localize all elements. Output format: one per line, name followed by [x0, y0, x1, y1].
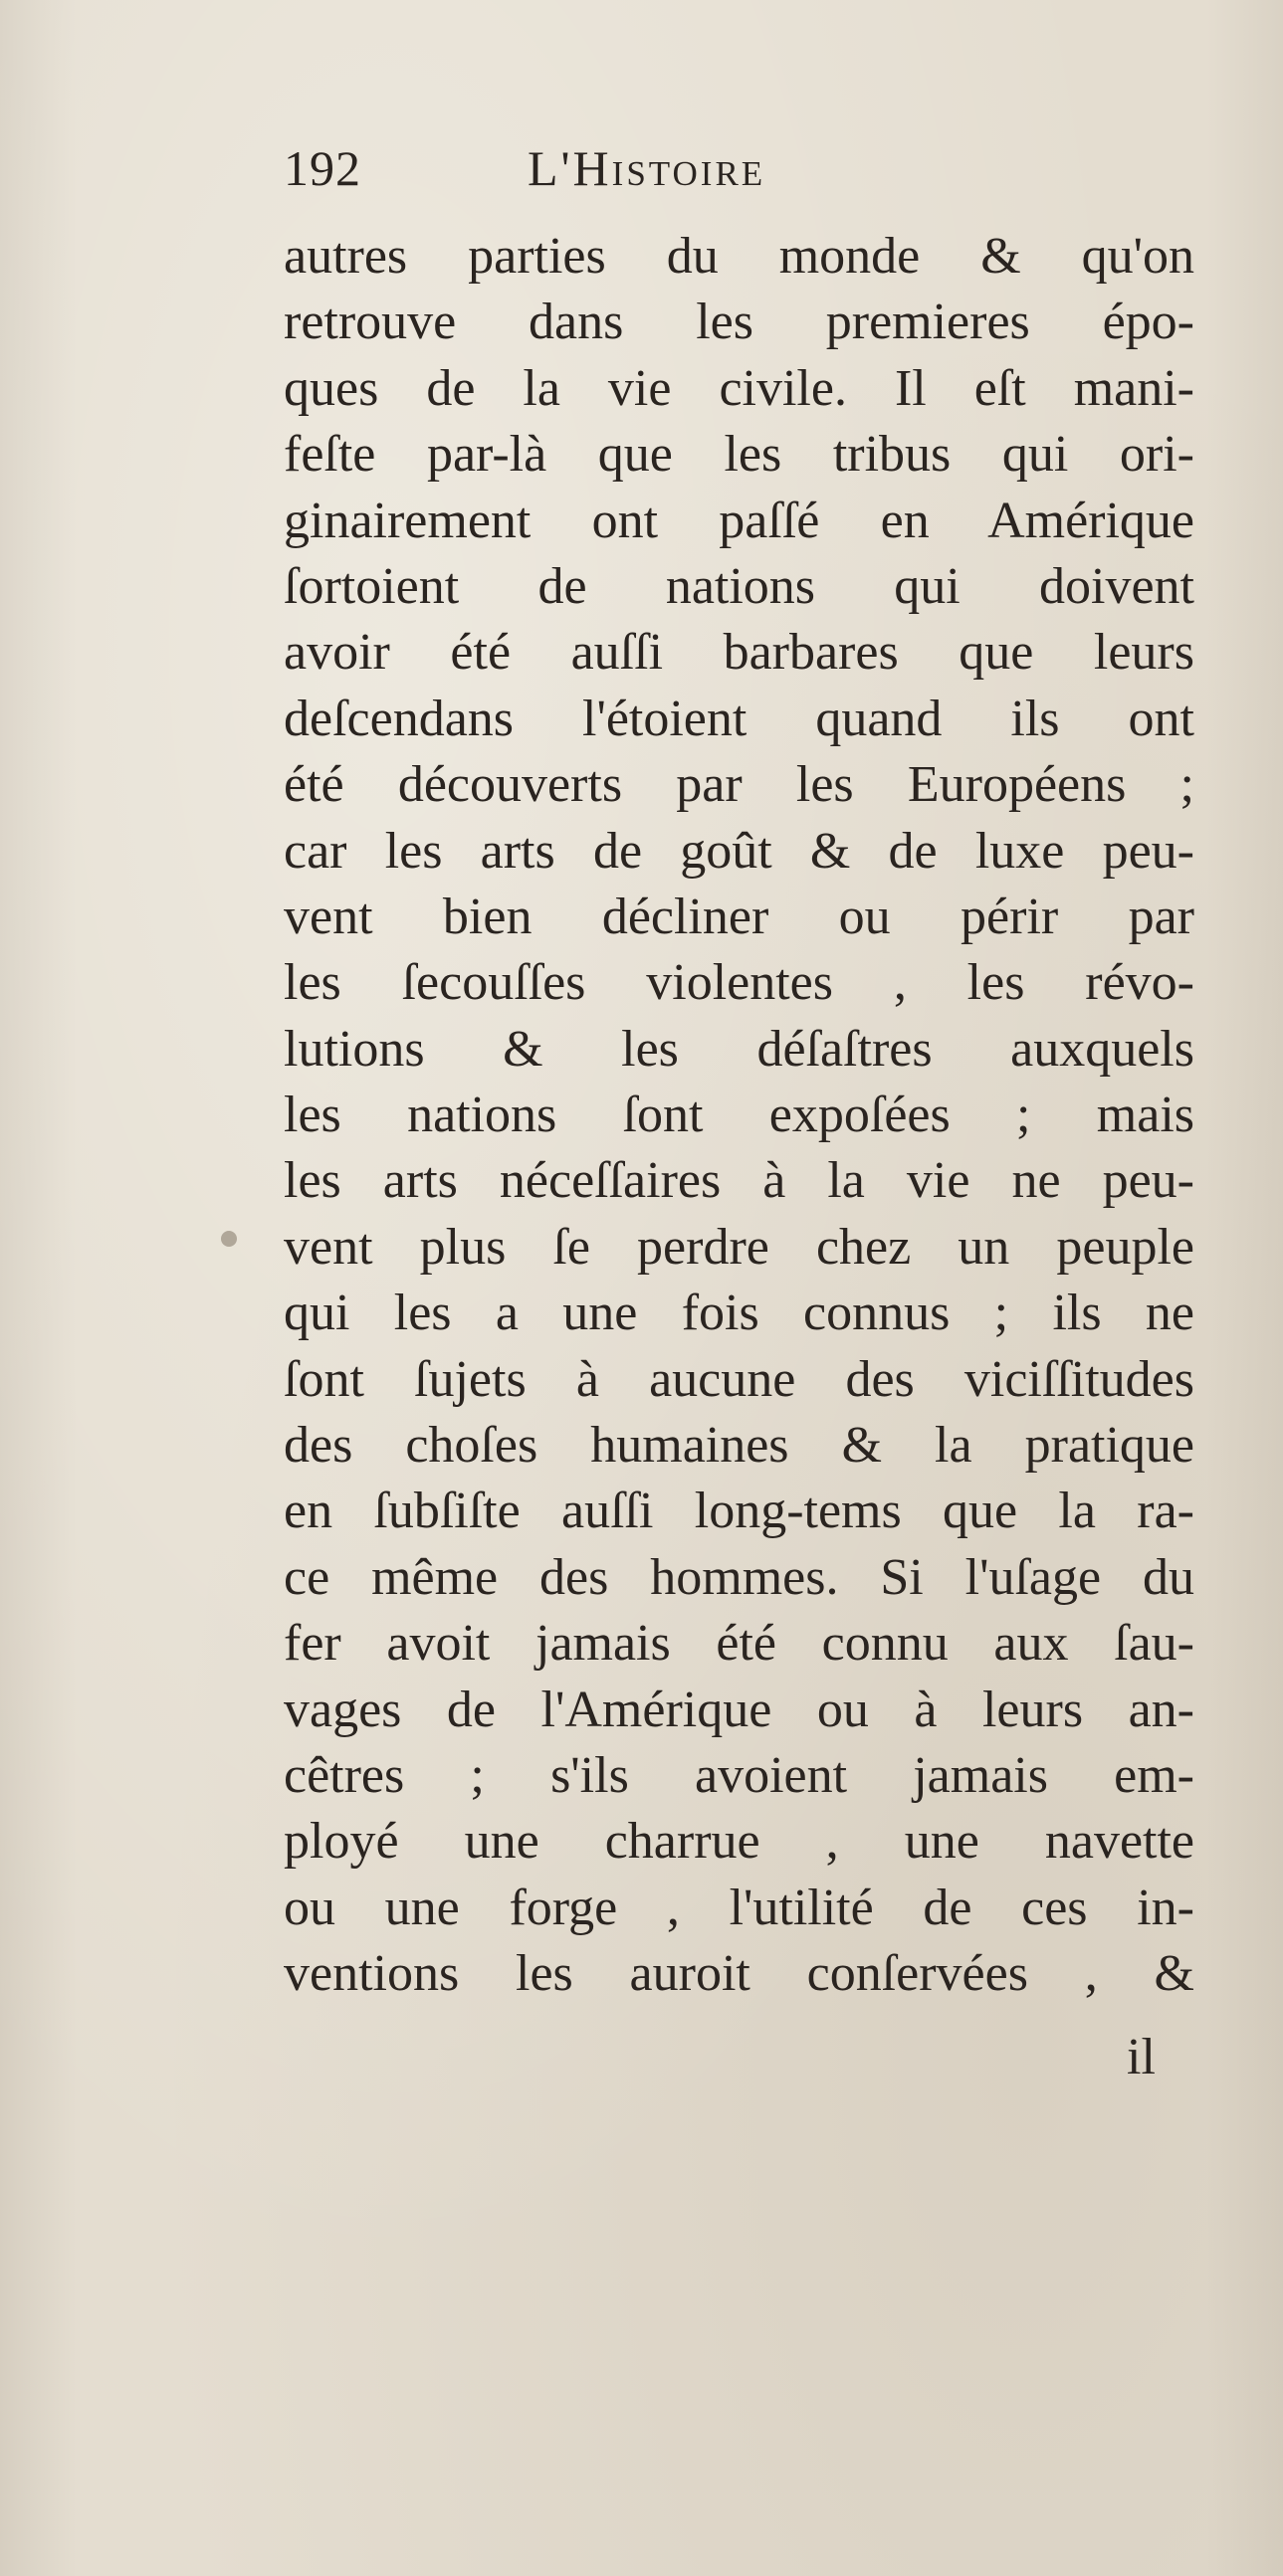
text-line: les ſecouſſes violentes , les révo-: [284, 954, 1194, 1012]
page-number: 192: [284, 140, 361, 196]
text-line: retrouve dans les premieres épo-: [284, 294, 1194, 351]
text-line: feſte par-là que les tribus qui ori-: [284, 426, 1194, 484]
text-line: fer avoit jamais été connu aux ſau-: [284, 1615, 1194, 1673]
text-line: les nations ſont expoſées ; mais: [284, 1087, 1194, 1144]
margin-show-through: [149, 975, 209, 1234]
text-line: avoir été auſſi barbares que leurs: [284, 624, 1194, 682]
text-line: car les arts de goût & de luxe peu-: [284, 822, 1194, 880]
text-line: ployé une charrue , une navette: [284, 1813, 1194, 1871]
text-line: vent plus ſe perdre chez un peuple: [284, 1218, 1194, 1276]
text-line: cêtres ; s'ils avoient jamais em-: [284, 1746, 1194, 1804]
text-line: lutions & les déſaſtres auxquels: [284, 1020, 1194, 1078]
text-line: vent bien décliner ou périr par: [284, 888, 1194, 945]
text-line: ques de la vie civile. Il eſt mani-: [284, 359, 1194, 417]
page-header: [284, 139, 1199, 219]
text-line: vages de l'Amérique ou à leurs an-: [284, 1681, 1194, 1738]
catchword: il: [1127, 2029, 1156, 2085]
text-line: en ſubſiſte auſſi long-tems que la ra-: [284, 1483, 1194, 1540]
text-line: autres parties du monde & qu'on: [284, 228, 1194, 285]
text-line: ventions les auroit conſervées , &: [284, 1945, 1194, 2003]
body-text: [284, 224, 1194, 2008]
text-line: des choſes humaines & la pratique: [284, 1417, 1194, 1475]
text-line: ce même des hommes. Si l'uſage du: [284, 1548, 1194, 1606]
text-line: les arts néceſſaires à la vie ne peu-: [284, 1152, 1194, 1210]
text-line: qui les a une fois connus ; ils ne: [284, 1285, 1194, 1342]
text-line: été découverts par les Européens ;: [284, 756, 1194, 814]
running-head: L'Histoire: [528, 140, 766, 196]
text-line: ginairement ont paſſé en Amérique: [284, 492, 1194, 549]
ink-spot: [221, 1231, 237, 1247]
text-line: ſortoient de nations qui doivent: [284, 557, 1194, 615]
text-line: ſont ſujets à aucune des viciſſitudes: [284, 1350, 1194, 1408]
text-line: deſcendans l'étoient quand ils ont: [284, 690, 1194, 747]
text-line: ou une forge , l'utilité de ces in-: [284, 1879, 1194, 1936]
